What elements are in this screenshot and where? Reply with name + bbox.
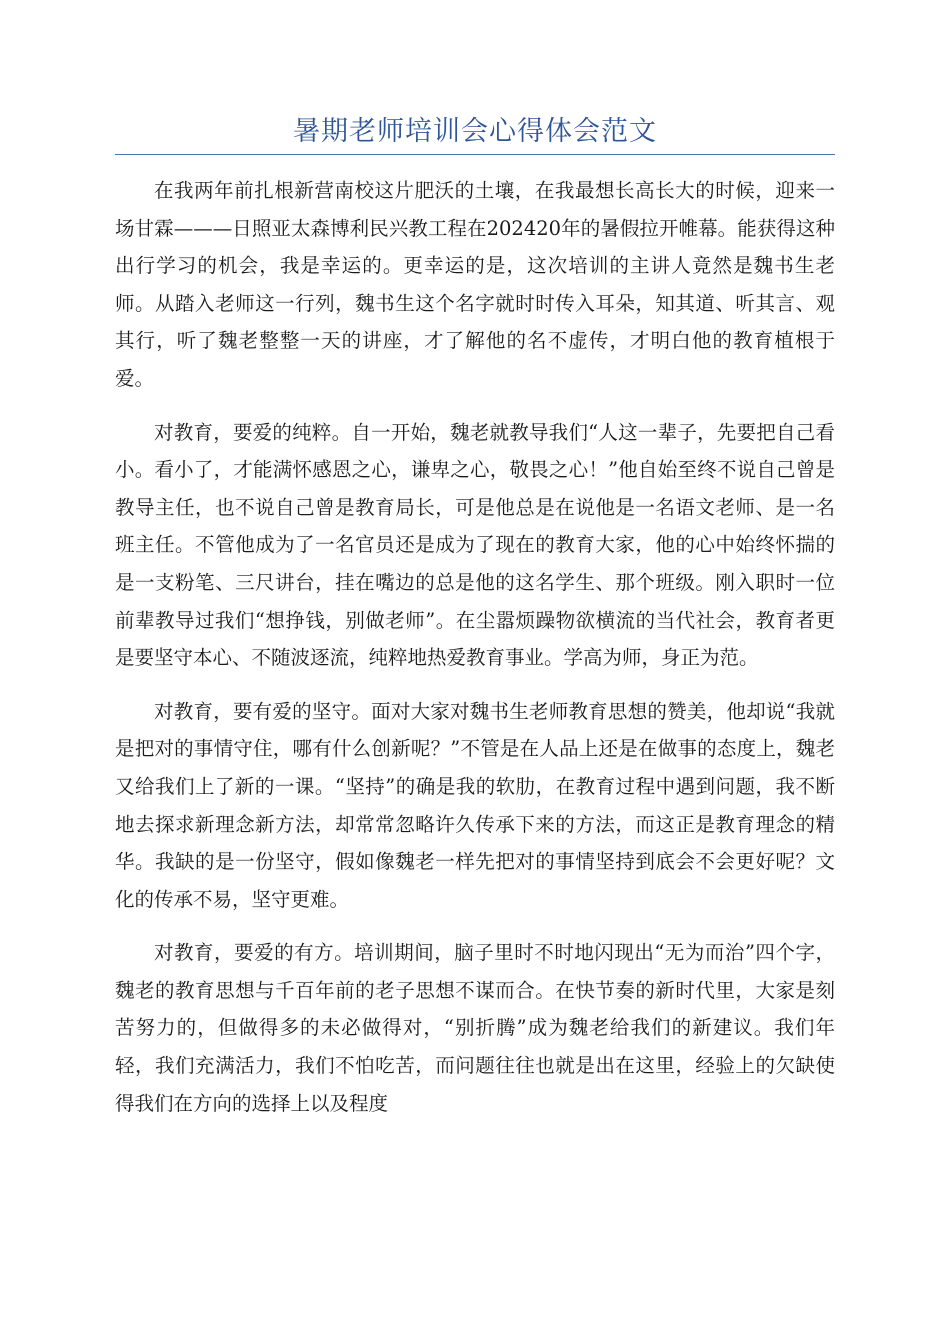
paragraph-4: 对教育，要爱的有方。培训期间，脑子里时不时地闪现出“无为而治”四个字，魏老的教育思想与千百年前的老子思想不谋而合。在快节奏的新时代里，大家是刻苦努力的，但做得多的未必做得对，“别折腾”成为魏老给我们的新建议。我们年轻，我们充满活力，我们不怕吃苦，而问题往往也就是出在这里，经验上的欠缺使得我们在方向的选择上以及程度 (115, 941, 835, 1115)
paragraph-2: 对教育，要爱的纯粹。自一开始，魏老就教导我们“人这一辈子，先要把自己看小。看小了，才能满怀感恩之心，谦卑之心，敬畏之心！”他自始至终不说自己曾是教导主任，也不说自己曾是教育局长，可是他总是在说他是一名语文老师、是一名班主任。不管他成为了一名官员还是成为了现在的教育大家，他的心中始终怀揣的是一支粉笔、三尺讲台，挂在嘴边的总是他的这名学生、那个班级。刚入职时一位前辈教导过我们“想挣钱，别做老师”。在尘嚣烦躁物欲横流的当代社会，教育者更是要坚守本心、不随波逐流，纯粹地热爱教育事业。学高为师，身正为范。 (115, 420, 835, 670)
title-underline (115, 154, 835, 155)
paragraph-1: 在我两年前扎根新营南校这片肥沃的土壤，在我最想长高长大的时候，迎来一场甘霖———日照亚太森博利民兴教工程在202420年的暑假拉开帷幕。能获得这种出行学习的机会，我是幸运的。更幸运的是，这次培训的主讲人竟然是魏书生老师。从踏入老师这一行列，魏书生这个名字就时时传入耳朵，知其道、听其言、观其行，听了魏老整整一天的讲座，才了解他的名不虚传，才明白他的教育植根于爱。 (115, 179, 835, 390)
document-title: 暑期老师培训会心得体会范文 (293, 116, 657, 147)
paragraph-3: 对教育，要有爱的坚守。面对大家对魏书生老师教育思想的赞美，他却说“我就是把对的事情守住，哪有什么创新呢？”不管是在人品上还是在做事的态度上，魏老又给我们上了新的一课。“坚持”的确是我的软肋，在教育过程中遇到问题，我不断地去探求新理念新方法，却常常忽略许久传承下来的方法，而这正是教育理念的精华。我缺的是一份坚守，假如像魏老一样先把对的事情坚持到底会不会更好呢？文化的传承不易，坚守更难。 (115, 699, 835, 911)
document-body (115, 172, 835, 1138)
